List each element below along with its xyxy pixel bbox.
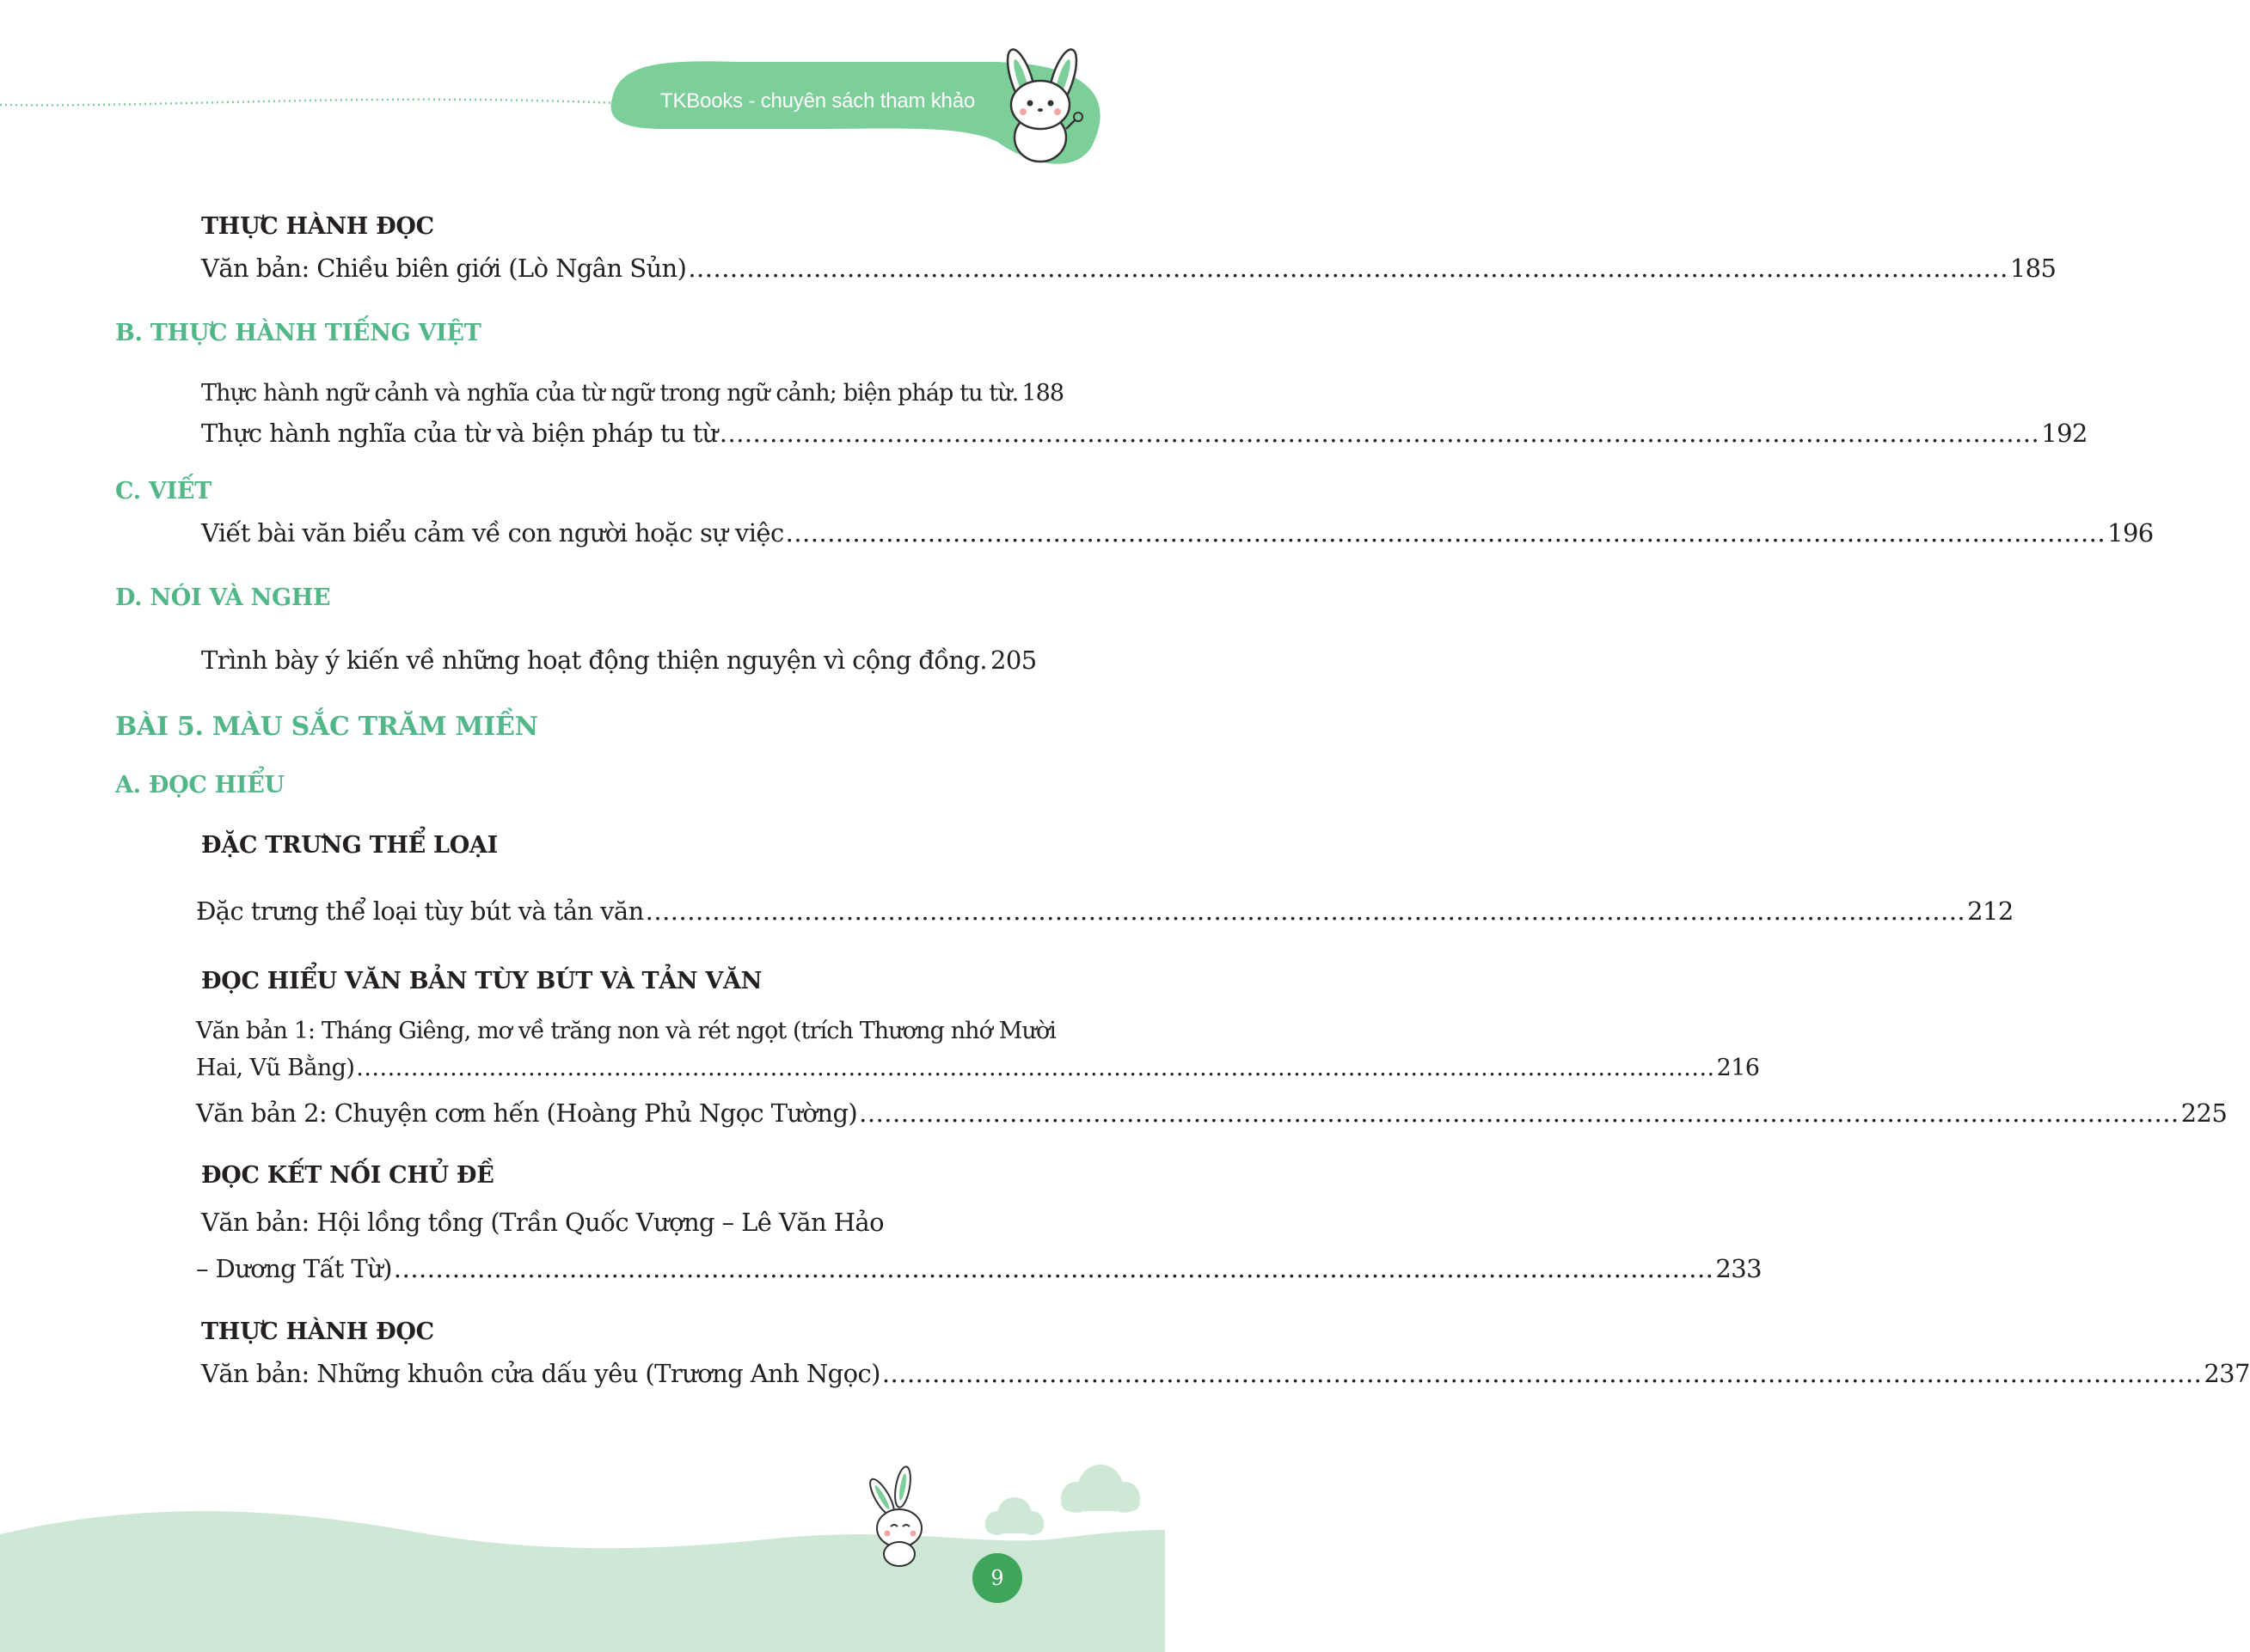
header-brand-label: TKBooks - chuyên sách tham khảo [660, 89, 975, 113]
toc-entry-page: 225 [2180, 1098, 2228, 1128]
toc-entry [201, 1358, 2250, 1389]
toc-dot-leader: .............................................................................................................................................................. [719, 419, 2040, 448]
toc-section-heading: A. ĐỌC HIỂU [115, 772, 285, 798]
toc-entry-title: Thực hành nghĩa của từ và biện pháp tu từ [201, 419, 718, 448]
cloud-icon [1061, 1465, 1140, 1513]
page-number-badge: 9 [972, 1553, 1022, 1603]
footer-decoration [0, 1444, 1165, 1652]
toc-entry-line: Văn bản 1: Tháng Giêng, mơ về trăng non và rét ngọt (trích Thương nhớ Mười [196, 1018, 1057, 1044]
toc-entry-title: Hai, Vũ Bằng) [196, 1055, 355, 1081]
toc-entry [196, 1053, 1760, 1084]
toc-dot-leader: .............................................................................................................................................................. [859, 1098, 2179, 1128]
toc-entry-title: Đặc trưng thể loại tùy bút và tản văn [196, 896, 644, 926]
toc-entry [201, 378, 1064, 409]
toc-entry-page: 237 [2204, 1359, 2250, 1388]
toc-entry-title: Văn bản: Chiều biên giới (Lò Ngân Sủn) [201, 254, 687, 283]
toc-entry-title: Văn bản 2: Chuyện cơm hến (Hoàng Phủ Ngọc Tường) [196, 1098, 858, 1128]
toc-dot-leader: .............................................................................................................................................................. [785, 518, 2106, 548]
toc-entry [196, 1253, 1762, 1284]
toc-entry-title: Văn bản: Những khuôn cửa dấu yêu (Trương Anh Ngọc) [201, 1359, 880, 1388]
toc-entry-page: 216 [1716, 1055, 1760, 1081]
toc-section-heading: B. THỰC HÀNH TIẾNG VIỆT [115, 320, 481, 346]
toc-entry-line: Văn bản: Hội lồng tồng (Trần Quốc Vượng – Lê Văn Hảo [201, 1208, 884, 1237]
toc-entry [201, 645, 1035, 676]
toc-entry-title: – Dương Tất Từ) [196, 1254, 392, 1283]
toc-heading-reading-practice: THỰC HÀNH ĐỌC [201, 213, 434, 240]
toc-subheading: ĐỌC HIỂU VĂN BẢN TÙY BÚT VÀ TẢN VĂN [201, 968, 763, 994]
toc-subheading: ĐỌC KẾT NỐI CHỦ ĐỀ [201, 1162, 494, 1189]
header-decoration [0, 0, 1165, 172]
header-dotted-line [0, 100, 619, 106]
toc-entry-title: Thực hành ngữ cảnh và nghĩa của từ ngữ trong ngữ cảnh; biện pháp tu từ. [201, 380, 1019, 407]
toc-entry [196, 896, 2014, 927]
toc-lesson-heading: BÀI 5. MÀU SẮC TRĂM MIỀN [115, 712, 538, 742]
toc-entry-page: 196 [2107, 518, 2154, 548]
toc-section-heading: C. VIẾT [115, 478, 212, 505]
toc-entry-page: 185 [2009, 254, 2057, 283]
toc-dot-leader: .............................................................................................................................................................. [645, 896, 1966, 926]
toc-entry-page: 188 [1021, 380, 1064, 407]
toc-dot-leader: .............................................................................................................................................................. [688, 254, 2008, 283]
toc-entry [201, 418, 2088, 449]
toc-subheading: ĐẶC TRƯNG THỂ LOẠI [201, 832, 498, 859]
toc-entry [201, 517, 2154, 548]
toc-heading-reading-practice: THỰC HÀNH ĐỌC [201, 1319, 434, 1345]
toc-entry-title: Viết bài văn biểu cảm về con người hoặc sự việc [201, 518, 784, 548]
toc-entry-page: 233 [1715, 1254, 1762, 1283]
toc-entry-title: Trình bày ý kiến về những hoạt động thiện nguyện vì cộng đồng. [201, 646, 988, 675]
toc-entry-page: 212 [1967, 896, 2014, 926]
toc-dot-leader: .............................................................................................................................................................................. [356, 1055, 1715, 1081]
toc-dot-leader: .............................................................................................................................................................. [393, 1254, 1714, 1283]
toc-entry [196, 1098, 2228, 1129]
toc-entry-page: 192 [2041, 419, 2088, 448]
toc-entry [201, 253, 2057, 284]
toc-section-heading: D. NÓI VÀ NGHE [115, 584, 331, 611]
cloud-icon [985, 1497, 1044, 1535]
toc-entry-page: 205 [990, 646, 1037, 675]
toc-dot-leader: .............................................................................................................................................................. [881, 1359, 2203, 1388]
